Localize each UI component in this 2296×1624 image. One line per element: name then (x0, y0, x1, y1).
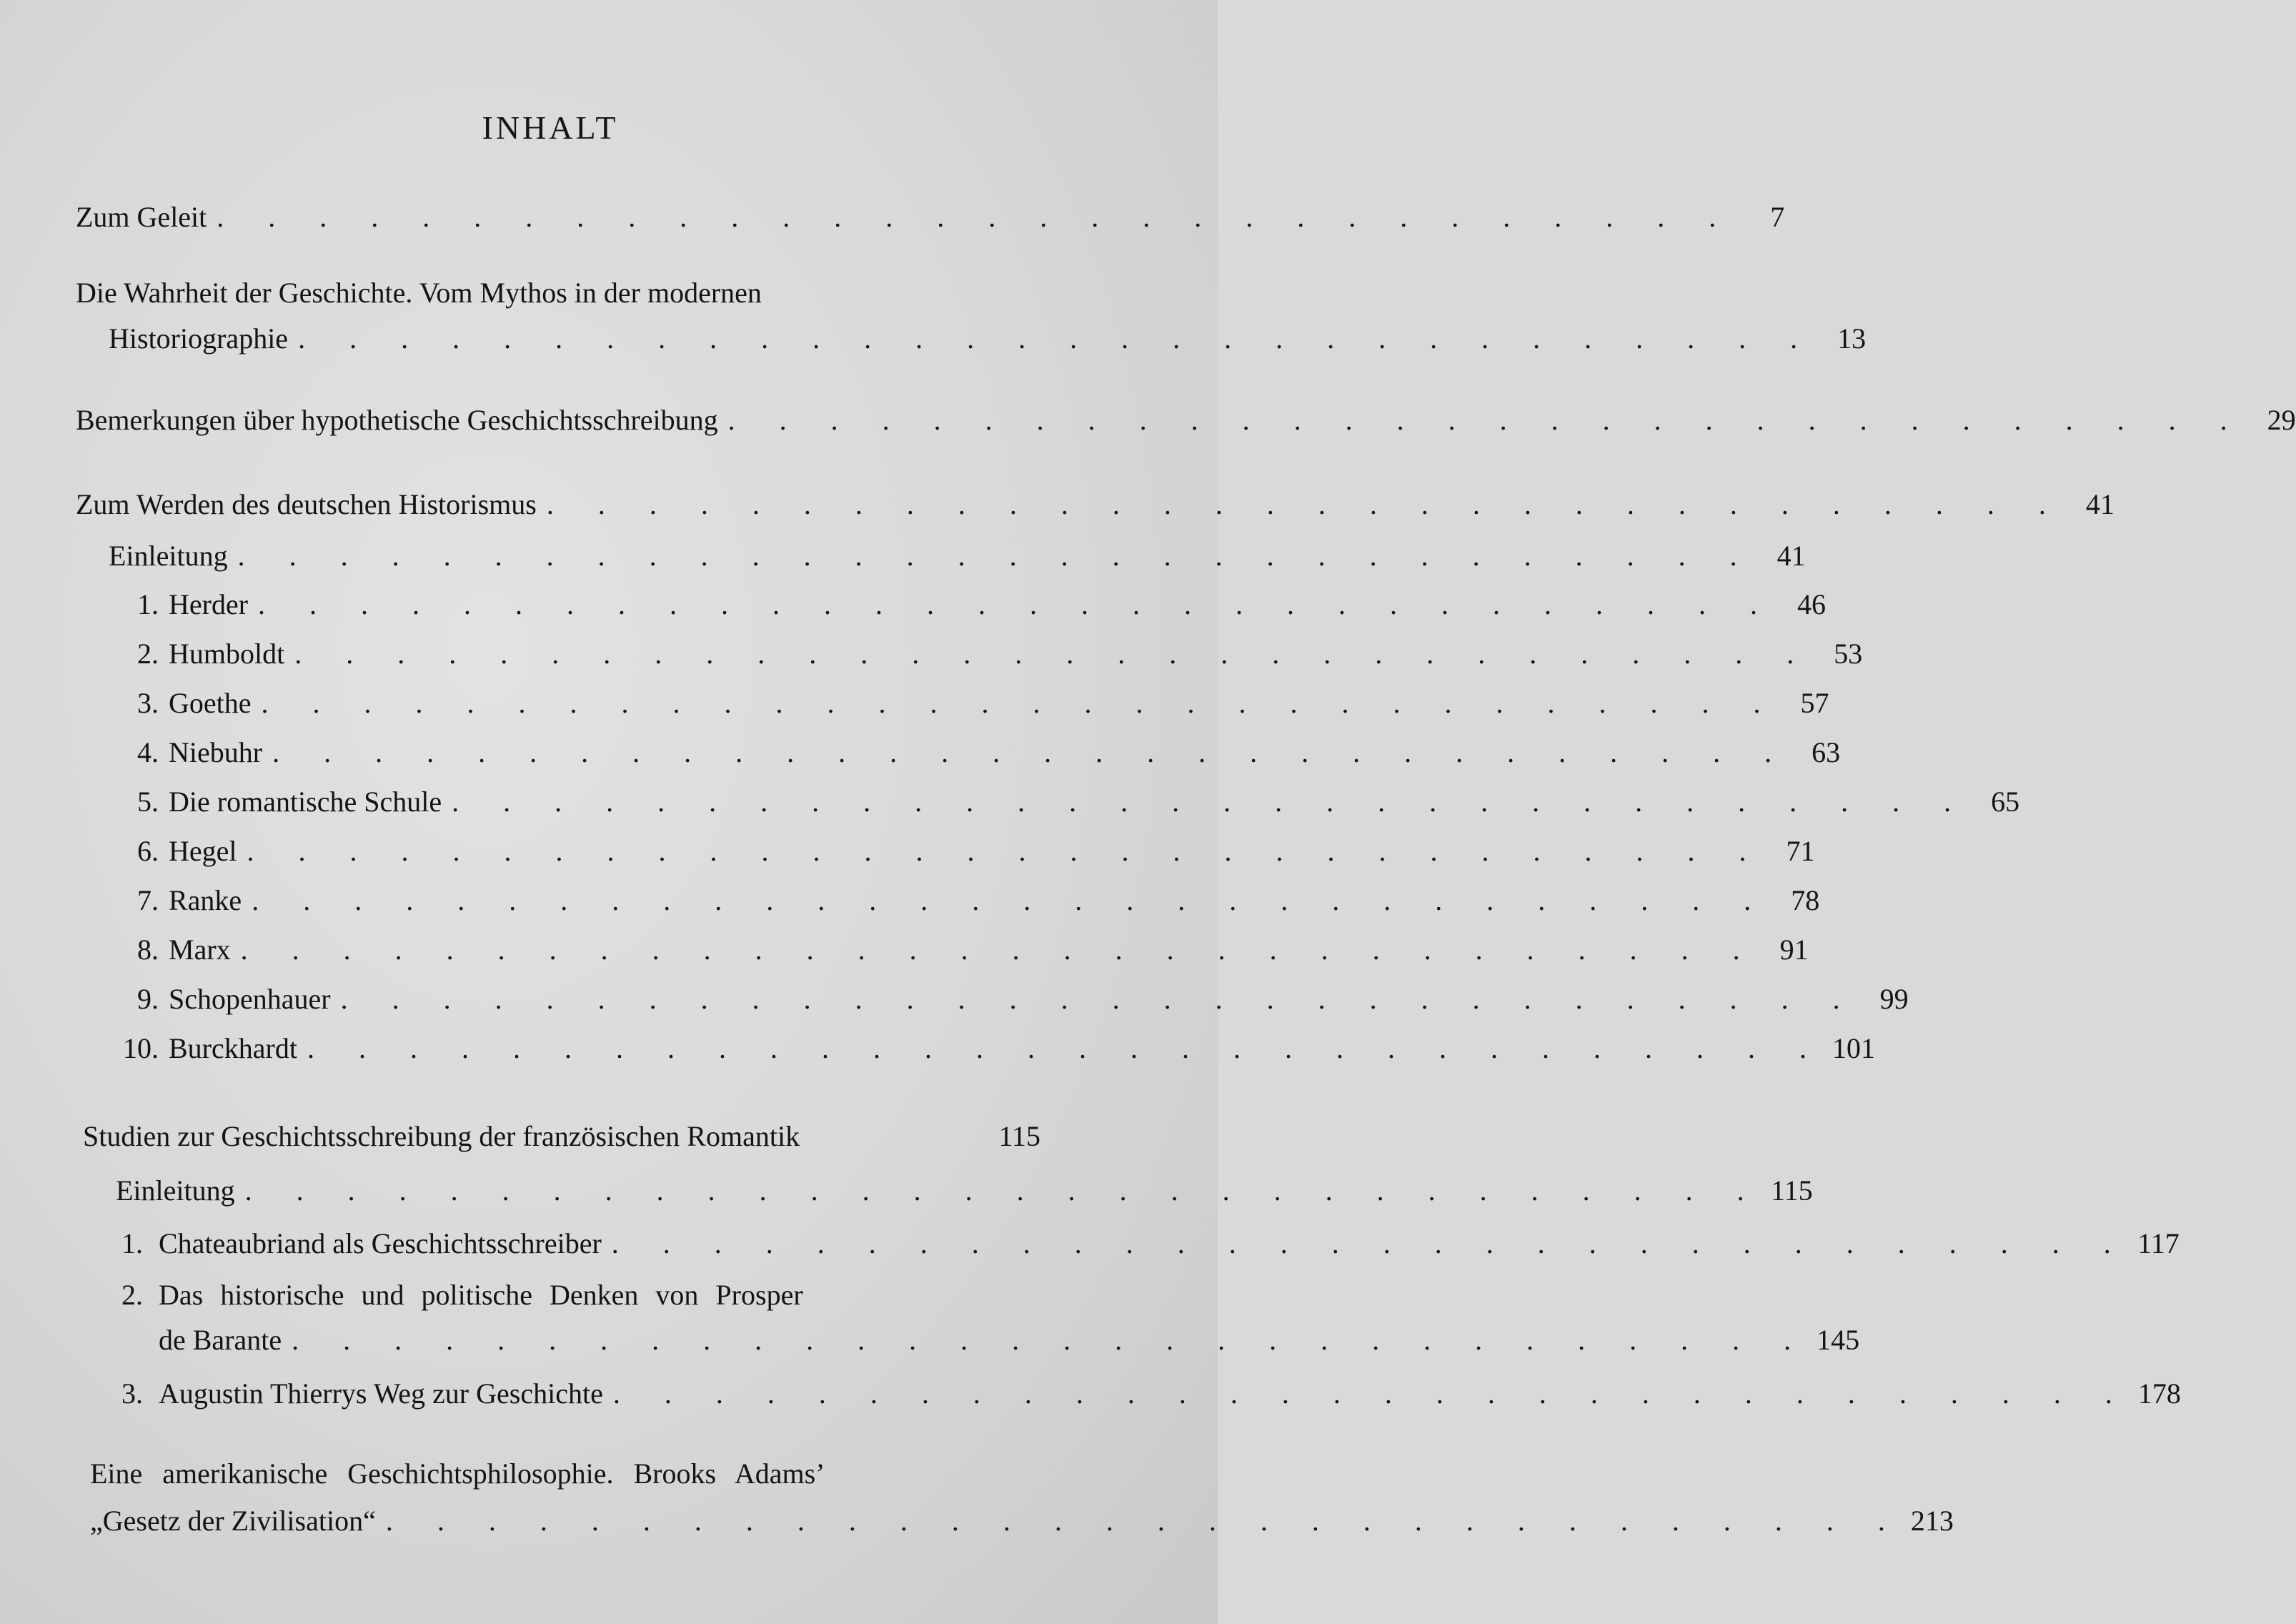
toc-entry-label: Zum Geleit (76, 201, 207, 233)
toc-page-number: 13 (1837, 322, 1867, 355)
toc-page-number: 7 (1770, 201, 1785, 233)
toc-page-number: 29 (2267, 404, 2296, 436)
toc-item-number: 4. (137, 736, 159, 768)
leader-dots: . . . . . . . . . . . . . . . . . . . . . . . . . . . . . . (244, 1174, 1763, 1207)
toc-page-number: 101 (1832, 1032, 1875, 1064)
toc-subentry-thierry (107, 1377, 2181, 1410)
toc-page-number: 46 (1797, 588, 1827, 620)
toc-entry-label: Bemerkungen über hypothetische Geschichtsschreibung (76, 404, 718, 436)
toc-entry-label: „Gesetz der Zivilisation“ (90, 1505, 376, 1537)
toc-subentry-burckhardt (114, 1032, 1875, 1064)
toc-item-number: 9. (137, 983, 159, 1015)
toc-item-number: 8. (137, 934, 159, 966)
toc-subentry-niebuhr (114, 736, 1841, 768)
leader-dots: . . . . . . . . . . . . . . . . . . . . . . . . . . . . . . (340, 983, 1859, 1015)
toc-page-number: 145 (1817, 1324, 1860, 1356)
leader-dots: . . . . . . . . . . . . . . . . . . . . . . . . . . . . . . (298, 322, 1817, 355)
toc-subentry-historismus-einleitung (109, 540, 1806, 572)
toc-page-number: 71 (1786, 835, 1815, 867)
toc-page-number: 91 (1779, 934, 1809, 966)
toc-entry-wahrheit-line1: Die Wahrheit der Geschichte. Vom Mythos in der modernen (76, 277, 762, 309)
toc-page-number: 117 (2137, 1227, 2180, 1259)
toc-item-number: 7. (137, 884, 159, 916)
toc-item-number: 2. (137, 638, 159, 670)
toc-entry-label: Burckhardt (169, 1032, 297, 1064)
toc-page-number: 115 (1771, 1174, 1813, 1207)
toc-item-number: 2. (121, 1279, 143, 1311)
toc-subentry-humboldt (114, 638, 1863, 670)
toc-entry-label: Schopenhauer (169, 983, 331, 1015)
toc-item-number: 6. (137, 835, 159, 867)
toc-page-number: 63 (1812, 736, 1841, 768)
toc-subentry-ranke (114, 884, 1820, 916)
leader-dots: . . . . . . . . . . . . . . . . . . . . . . . . . . . . . . (272, 736, 1791, 768)
toc-entry-label: Ranke (169, 884, 242, 916)
page-title: INHALT (482, 109, 619, 146)
toc-page-number: 213 (1910, 1505, 1954, 1537)
toc-entry-historismus (76, 488, 2114, 520)
toc-subentry-hegel (114, 835, 1815, 867)
toc-entry-label: Einleitung (116, 1174, 235, 1207)
leader-dots: . . . . . . . . . . . . . . . . . . . . . . . . . . . . . . (217, 201, 1735, 233)
toc-entry-label: Studien zur Geschichtsschreibung der französischen Romantik (83, 1120, 800, 1152)
toc-page-number: 65 (1991, 786, 2020, 818)
toc-entry-adams-line1: Eine amerikanische Geschichtsphilosophie. Brooks Adams’ (90, 1457, 825, 1490)
toc-entry-label: Marx (169, 934, 231, 966)
toc-page-number: 41 (1776, 540, 1806, 572)
toc-item-number: 10. (123, 1032, 159, 1064)
toc-page-number: 53 (1834, 638, 1863, 670)
toc-entry-label: Goethe (169, 687, 252, 719)
toc-subentry-goethe (114, 687, 1829, 719)
toc-entry-wahrheit (109, 322, 1867, 355)
leader-dots: . . . . . . . . . . . . . . . . . . . . . . . . . . . . . . (294, 638, 1813, 670)
toc-page-number: 178 (2137, 1377, 2181, 1410)
leader-dots: . . . . . . . . . . . . . . . . . . . . . . . . . . . . . . (452, 786, 1970, 818)
toc-subentry-herder (114, 588, 1827, 620)
toc-subentry-romantik-einleitung (116, 1174, 1813, 1207)
toc-page-number: 78 (1791, 884, 1820, 916)
toc-page-number: 99 (1879, 983, 1909, 1015)
toc-entry-label: Niebuhr (169, 736, 263, 768)
toc-entry-label: Augustin Thierrys Weg zur Geschichte (159, 1377, 603, 1410)
toc-item-number: 1. (137, 588, 159, 620)
toc-entry-adams (90, 1505, 1954, 1537)
leader-dots: . . . . . . . . . . . . . . . . . . . . . . . . . . . . . . (546, 488, 2064, 520)
leader-dots: . . . . . . . . . . . . . . . . . . . . . . . . . . . . . . (611, 1227, 2129, 1259)
toc-item-number: 5. (137, 786, 159, 818)
toc-entry-geleit (76, 201, 1785, 233)
toc-entry-label: Humboldt (169, 638, 285, 670)
leader-dots: . . . . . . . . . . . . . . . . . . . . . . . . . . . . . . (240, 934, 1759, 966)
toc-page-number: 41 (2085, 488, 2114, 520)
toc-subentry-barante-line1 (107, 1281, 803, 1309)
toc-entry-label: Herder (169, 588, 249, 620)
leader-dots: . . . . . . . . . . . . . . . . . . . . . . . . . . . . . . (252, 884, 1770, 916)
leader-dots: . . . . . . . . . . . . . . . . . . . . . . . . . . . . . . (237, 540, 1756, 572)
toc-entry-bemerkungen (76, 404, 2296, 436)
toc-subentry-chateaubriand (107, 1227, 2180, 1259)
toc-subentry-romantische-schule (114, 786, 2020, 818)
toc-entry-label: Das historische und politische Denken von Prosper (159, 1279, 803, 1311)
toc-entry-label: Hegel (169, 835, 237, 867)
toc-item-number: 1. (121, 1227, 143, 1259)
leader-dots: . . . . . . . . . . . . . . . . . . . . . . . . . . . . . . (307, 1032, 1825, 1064)
toc-entry-label: de Barante (159, 1324, 282, 1356)
toc-item-number: 3. (137, 687, 159, 719)
toc-entry-romantik (83, 1122, 1040, 1151)
toc-item-number: 3. (121, 1377, 143, 1410)
leader-dots: . . . . . . . . . . . . . . . . . . . . . . . . . . . . . . (261, 687, 1779, 719)
toc-subentry-barante (159, 1324, 1860, 1356)
leader-dots: . . . . . . . . . . . . . . . . . . . . . . . . . . . . . . (612, 1377, 2131, 1410)
leader-dots: . . . . . . . . . . . . . . . . . . . . . . . . . . . . . . (727, 404, 2246, 436)
toc-entry-label: Historiographie (109, 322, 289, 355)
leader-dots: . . . . . . . . . . . . . . . . . . . . . . . . . . . . . . (247, 835, 1765, 867)
toc-entry-label: Zum Werden des deutschen Historismus (76, 488, 537, 520)
leader-dots: . . . . . . . . . . . . . . . . . . . . . . . . . . . . . . (292, 1324, 1810, 1356)
toc-entry-label: Chateaubriand als Geschichtsschreiber (159, 1227, 602, 1259)
leader-dots: . . . . . . . . . . . . . . . . . . . . . . . . . . . . . . (258, 588, 1776, 620)
toc-entry-label: Die romantische Schule (169, 786, 442, 818)
leader-dots: . . . . . . . . . . . . . . . . . . . . . . . . . . . . . . (385, 1505, 1904, 1537)
toc-subentry-schopenhauer (114, 983, 1909, 1015)
toc-page-number: 115 (998, 1120, 1040, 1152)
toc-page-number: 57 (1800, 687, 1829, 719)
toc-entry-label: Einleitung (109, 540, 228, 572)
toc-subentry-marx (114, 934, 1809, 966)
